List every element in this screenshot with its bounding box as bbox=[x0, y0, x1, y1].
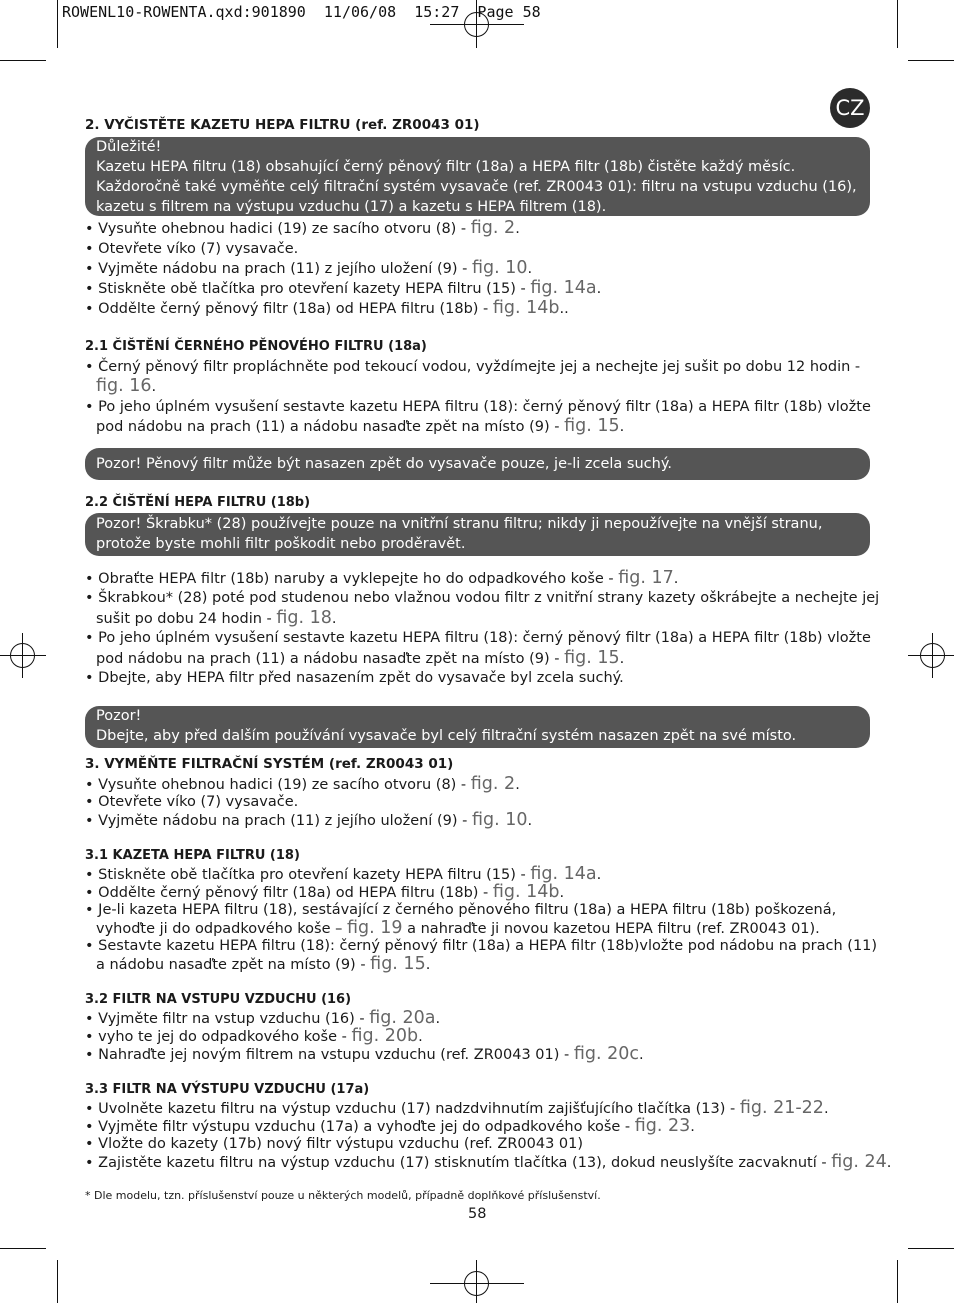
figure-ref: fig. 2 bbox=[470, 218, 516, 238]
page-number: 58 bbox=[468, 1206, 487, 1222]
list-item-continued: pod nádobu na prach (11) a nádobu nasaďte zpět na místo (9) - fig. 15. bbox=[96, 416, 625, 436]
language-badge: CZ bbox=[830, 88, 870, 128]
box-line: Kazetu HEPA filtru (18) obsahující černý pěnový filtr (18a) a HEPA filtr (18b) čistěte každý měsíc. bbox=[96, 159, 796, 175]
list-item: • Škrabkou* (28) poté pod studenou nebo vlažnou vodou filtr z vnitřní strany kazety oškrábejte a nechejte jej bbox=[85, 590, 880, 606]
box-line: kazetu s filtrem na výstupu vzduchu (17) a kazetu s HEPA filtrem (18). bbox=[96, 199, 607, 215]
list-item: • Otevřete víko (7) vysavače. bbox=[85, 794, 299, 810]
list-item-continued: sušit po dobu 24 hodin - fig. 18. bbox=[96, 608, 337, 628]
box-line: Každoročně také vyměňte celý filtrační systém vysavače (ref. ZR0043 01): filtru na vstupu vzduchu (16), bbox=[96, 179, 857, 195]
box-line: Pozor! Pěnový filtr může být nasazen zpět do vysavače pouze, je-li zcela suchý. bbox=[96, 456, 672, 472]
list-item: • Vyjměte nádobu na prach (11) z jejího uložení (9) - fig. 10. bbox=[85, 810, 533, 830]
figure-ref: fig. 2 bbox=[470, 774, 516, 794]
list-item-continued: vyhoďte ji do odpadkového koše – fig. 19 a nahraďte ji novou kazetou HEPA filtru (ref. ZR0043 01). bbox=[96, 918, 820, 938]
box-line: Pozor! bbox=[96, 708, 142, 724]
list-item-continued: pod nádobu na prach (11) a nádobu nasaďte zpět na místo (9) - fig. 15. bbox=[96, 648, 625, 668]
box-line: Dbejte, aby před dalším používání vysavače byl celý filtrační systém nasazen zpět na své místo. bbox=[96, 728, 797, 744]
figure-ref: fig. 20b bbox=[351, 1026, 419, 1046]
figure-ref: fig. 21-22 bbox=[739, 1098, 824, 1118]
list-item: • Vysuňte ohebnou hadici (19) ze sacího otvoru (8) - fig. 2. bbox=[85, 774, 520, 794]
box-line: Pozor! Škrabku* (28) používejte pouze na vnitřní stranu filtru; nikdy ji nepoužívejte na vnější stranu, bbox=[96, 516, 823, 532]
print-header: ROWENL10-ROWENTA.qxd:901890 11/06/08 15:27 Page 58 bbox=[62, 3, 541, 21]
section-heading: 3.1 KAZETA HEPA FILTRU (18) bbox=[85, 848, 300, 863]
box-line: protože byste mohli filtr poškodit nebo proděravět. bbox=[96, 536, 466, 552]
figure-ref: fig. 16 bbox=[96, 376, 152, 396]
list-item: • Vyjměte filtr na vstup vzduchu (16) - fig. 20a. bbox=[85, 1008, 441, 1028]
list-item: • Po jeho úplném vysušení sestavte kazetu HEPA filtru (18): černý pěnový filtr (18a) a HEPA filtr (18b) vložte bbox=[85, 630, 871, 646]
section-heading: 3. VYMĚŇTE FILTRAČNÍ SYSTÉM (ref. ZR0043 01) bbox=[85, 756, 454, 772]
figure-ref: fig. 10 bbox=[471, 810, 528, 830]
list-item-continued: a nádobu nasaďte zpět na místo (9) - fig. 15. bbox=[96, 954, 431, 974]
section-heading: 3.2 FILTR NA VSTUPU VZDUCHU (16) bbox=[85, 992, 352, 1007]
list-item-continued: fig. 16. bbox=[96, 376, 157, 396]
figure-ref: fig. 17 bbox=[618, 568, 674, 588]
figure-ref: fig. 15 bbox=[370, 954, 426, 974]
figure-ref: fig. 15 bbox=[564, 416, 620, 436]
list-item: • Sestavte kazetu HEPA filtru (18): černý pěnový filtr (18a) a HEPA filtr (18b)vložte pod nádobu na prach (11) bbox=[85, 938, 878, 954]
footnote: * Dle modelu, tzn. příslušenství pouze u některých modelů, případně doplňkové příslušenství. bbox=[85, 1189, 601, 1202]
list-item: • Oddělte černý pěnový filtr (18a) od HEPA filtru (18b) - fig. 14b.. bbox=[85, 298, 569, 318]
figure-ref: fig. 14a bbox=[530, 278, 597, 298]
box-line: Důležité! bbox=[96, 139, 162, 155]
figure-ref: fig. 24 bbox=[831, 1152, 887, 1172]
list-item: • Vložte do kazety (17b) nový filtr výstupu vzduchu (ref. ZR0043 01) bbox=[85, 1136, 584, 1152]
list-item: • Černý pěnový filtr propláchněte pod tekoucí vodou, vyždímejte jej a nechejte jej sušit po dobu 12 hodin - bbox=[85, 359, 861, 375]
section-heading: 2. VYČISTĚTE KAZETU HEPA FILTRU (ref. ZR0043 01) bbox=[85, 117, 480, 133]
list-item: • Po jeho úplném vysušení sestavte kazetu HEPA filtru (18): černý pěnový filtr (18a) a HEPA filtr (18b) vložte bbox=[85, 399, 871, 415]
figure-ref: fig. 20c bbox=[573, 1044, 640, 1064]
figure-ref: fig. 20a bbox=[369, 1008, 436, 1028]
list-item: • vyho te jej do odpadkového koše - fig. 20b. bbox=[85, 1026, 423, 1046]
warning-box bbox=[85, 706, 870, 748]
list-item: • Vysuňte ohebnou hadici (19) ze sacího otvoru (8) - fig. 2. bbox=[85, 218, 520, 238]
list-item: • Stiskněte obě tlačítka pro otevření kazety HEPA filtru (15) - fig. 14a. bbox=[85, 864, 602, 884]
figure-ref: fig. 19 bbox=[346, 918, 403, 938]
list-item: • Obraťte HEPA filtr (18b) naruby a vyklepejte ho do odpadkového koše - fig. 17. bbox=[85, 568, 679, 588]
figure-ref: fig. 15 bbox=[564, 648, 620, 668]
list-item: • Vyjměte nádobu na prach (11) z jejího uložení (9) - fig. 10. bbox=[85, 258, 533, 278]
section-heading: 2.2 ČIŠTĚNÍ HEPA FILTRU (18b) bbox=[85, 495, 311, 510]
list-item: • Otevřete víko (7) vysavače. bbox=[85, 241, 299, 257]
list-item: • Zajistěte kazetu filtru na výstup vzduchu (17) stisknutím tlačítka (13), dokud neuslyšíte zacvaknutí - fig. 24. bbox=[85, 1152, 892, 1172]
figure-ref: fig. 14b bbox=[492, 882, 560, 902]
important-box bbox=[85, 137, 870, 216]
warning-box bbox=[85, 448, 870, 480]
figure-ref: fig. 10 bbox=[471, 258, 528, 278]
figure-ref: fig. 14a bbox=[530, 864, 597, 884]
list-item: • Nahraďte jej novým filtrem na vstupu vzduchu (ref. ZR0043 01) - fig. 20c. bbox=[85, 1044, 644, 1064]
section-heading: 3.3 FILTR NA VÝSTUPU VZDUCHU (17a) bbox=[85, 1082, 370, 1097]
list-item: • Uvolněte kazetu filtru na výstup vzduchu (17) nadzdvihnutím zajišťujícího tlačítka (13) - fig. 21-22. bbox=[85, 1098, 829, 1118]
figure-ref: fig. 23 bbox=[634, 1116, 691, 1136]
section-heading: 2.1 ČIŠTĚNÍ ČERNÉHO PĚNOVÉHO FILTRU (18a) bbox=[85, 339, 427, 354]
list-item: • Oddělte černý pěnový filtr (18a) od HEPA filtru (18b) - fig. 14b. bbox=[85, 882, 565, 902]
list-item: • Dbejte, aby HEPA filtr před nasazením zpět do vysavače byl zcela suchý. bbox=[85, 670, 624, 686]
figure-ref: fig. 14b bbox=[492, 298, 560, 318]
list-item: • Je-li kazeta HEPA filtru (18), sestávající z černého pěnového filtru (18a) a HEPA filtru (18b) poškozená, bbox=[85, 902, 837, 918]
figure-ref: fig. 18 bbox=[276, 608, 332, 628]
list-item: • Vyjměte filtr výstupu vzduchu (17a) a vyhoďte jej do odpadkového koše - fig. 23. bbox=[85, 1116, 695, 1136]
warning-box bbox=[85, 513, 870, 556]
list-item: • Stiskněte obě tlačítka pro otevření kazety HEPA filtru (15) - fig. 14a. bbox=[85, 278, 602, 298]
